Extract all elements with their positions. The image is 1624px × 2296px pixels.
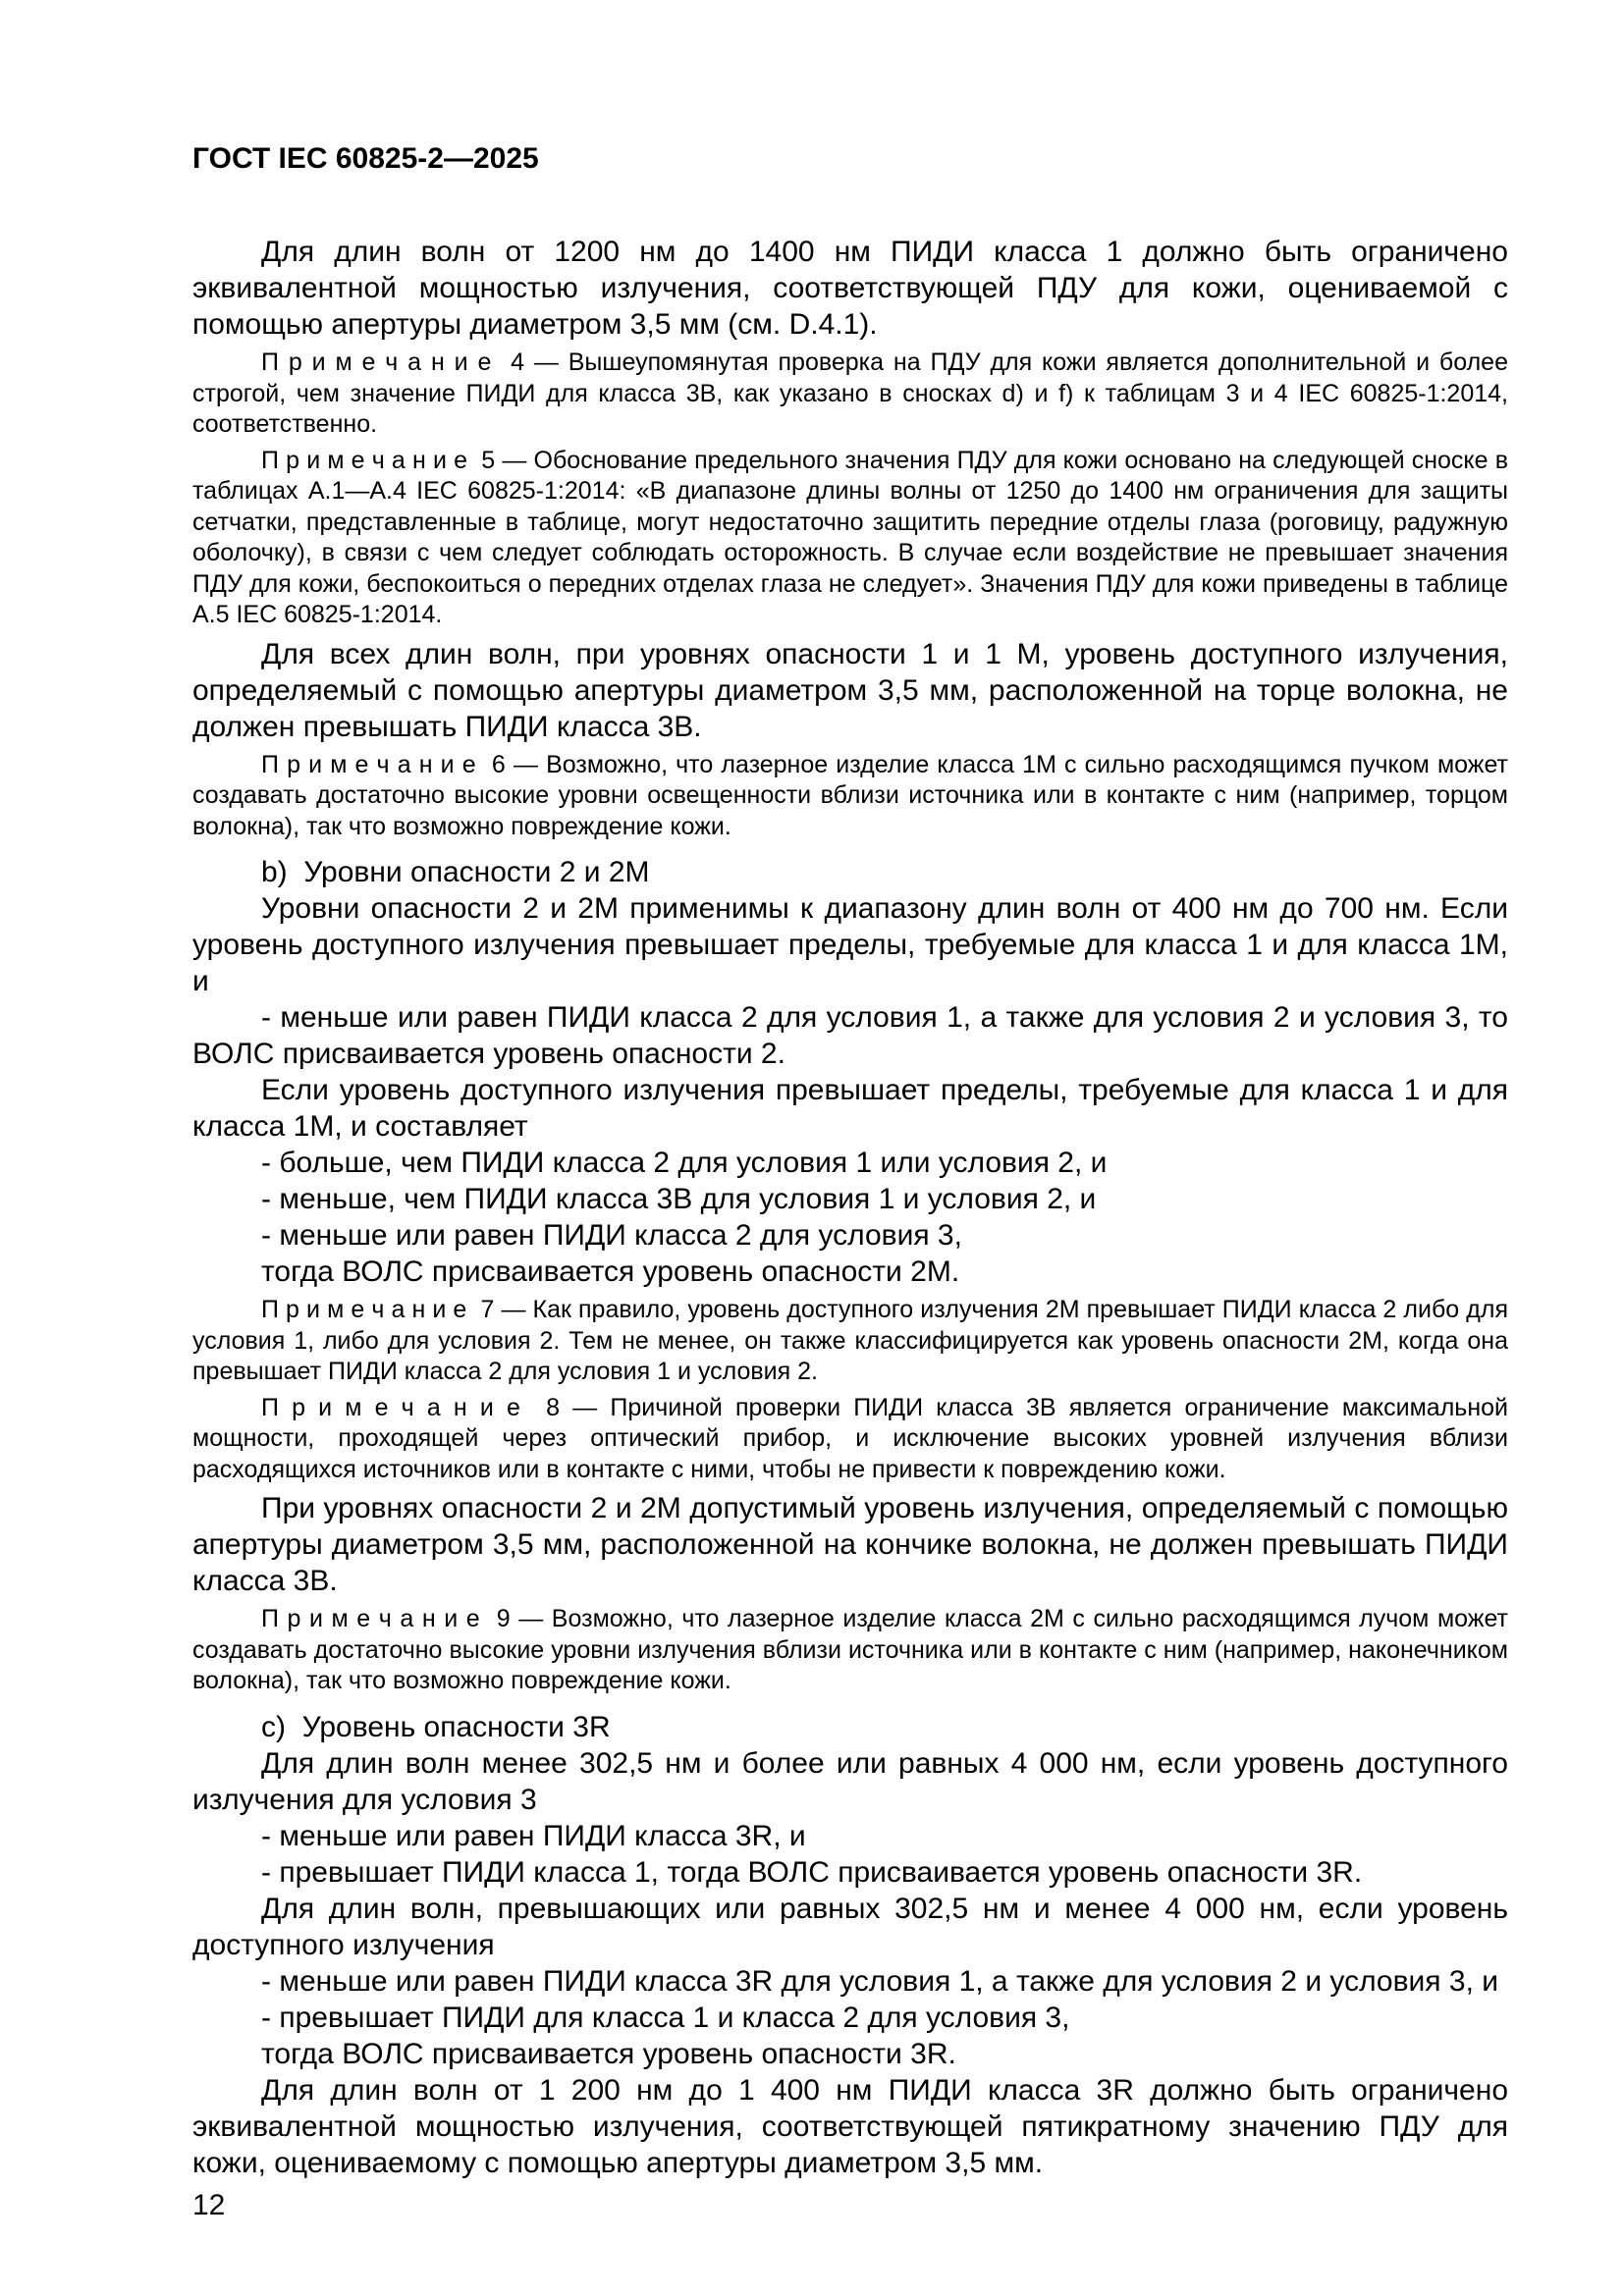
paragraph: - меньше, чем ПИДИ класса 3В для условия 1 и условия 2, и [261, 1183, 1097, 1215]
section-heading: c) Уровень опасности 3R [261, 1710, 611, 1743]
paragraph: Для всех длин волн, при уровнях опасности 1 и 1 М, уровень доступного излучения, определяемый с помощью апертуры диаметром 3,5 мм, расположенной на торце волокна, не должен превышать ПИДИ класса 3В. [192, 637, 1508, 743]
note: П р и м е ч а н и е 5 — Обоснование предельного значения ПДУ для кожи основано на следующей сноске в таблицах А.1—А.4 IEC 60825-1:2014: «В диапазоне длины волны от 1250 до 1400 нм ограничения для защиты сетчатки, представленные в таблице, могут недостаточно защитить передние отделы глаза (роговицу, радужную оболочку), в связи с чем следует соблюдать осторожность. В случае если воздействие не превышает значения ПДУ для кожи, беспокоиться о передних отделах глаза не следует». Значения ПДУ для кожи приведены в таблице А.5 IEC 60825-1:2014. [192, 446, 1508, 628]
paragraph: - меньше или равен ПИДИ класса 3R для условия 1, а также для условия 2 и условия 3, и [261, 1964, 1498, 1998]
paragraph: тогда ВОЛС присваивается уровень опасности 3R. [261, 2037, 956, 2070]
document-header: ГОСТ IEC 60825-2—2025 [192, 142, 539, 175]
paragraph: При уровнях опасности 2 и 2М допустимый уровень излучения, определяемый с помощью апертуры диаметром 3,5 мм, расположенной на кончике волокна, не должен превышать ПИДИ класса 3В. [192, 1492, 1508, 1597]
paragraph: Для длин волн от 1 200 нм до 1 400 нм ПИДИ класса 3R должно быть ограничено эквивалентной мощностью излучения, соответствующей пятикратному значению ПДУ для кожи, оцениваемому с помощью апертуры диаметром 3,5 мм. [192, 2073, 1508, 2179]
section-heading: b) Уровни опасности 2 и 2М [261, 856, 650, 888]
paragraph: Уровни опасности 2 и 2М применимы к диапазону длин волн от 400 нм до 700 нм. Если уровень доступного излучения превышает пределы, требуемые для класса 1 и для класса 1М, и [192, 892, 1508, 997]
page-number: 12 [192, 2188, 226, 2221]
paragraph: тогда ВОЛС присваивается уровень опасности 2М. [261, 1255, 960, 1288]
paragraph: Если уровень доступного излучения превышает пределы, требуемые для класса 1 и для класса 1М, и составляет [192, 1074, 1508, 1143]
document-body [192, 234, 1508, 2181]
paragraph: Для длин волн менее 302,5 нм и более или равных 4 000 нм, если уровень доступного излучения для условия 3 [192, 1746, 1508, 1816]
note: П р и м е ч а н и е 9 — Возможно, что лазерное изделие класса 2М с сильно расходящимся лучом может создавать достаточно высокие уровни излучения вблизи источника или в контакте с ним (например, наконечником волокна), так что возможно повреждение кожи. [192, 1605, 1508, 1694]
paragraph: - превышает ПИДИ класса 1, тогда ВОЛС присваивается уровень опасности 3R. [261, 1855, 1363, 1889]
note: П р и м е ч а н и е 4 — Вышеупомянутая проверка на ПДУ для кожи является дополнительной и более строгой, чем значение ПИДИ для класса 3В, как указано в сносках d) и f) к таблицам 3 и 4 IEC 60825-1:2014, соответственно. [192, 348, 1508, 438]
paragraph: - меньше или равен ПИДИ класса 3R, и [261, 1819, 806, 1852]
paragraph: - больше, чем ПИДИ класса 2 для условия 1 или условия 2, и [261, 1147, 1108, 1179]
note: П р и м е ч а н и е 8 — Причиной проверки ПИДИ класса 3В является ограничение максимальной мощности, проходящей через оптический прибор, и исключение высоких уровней излучения вблизи расходящихся источников или в контакте с ними, чтобы не привести к повреждению кожи. [192, 1393, 1508, 1483]
paragraph: - меньше или равен ПИДИ класса 2 для условия 3, [261, 1219, 962, 1252]
text-block [192, 140, 1508, 2223]
note: П р и м е ч а н и е 7 — Как правило, уровень доступного излучения 2М превышает ПИДИ класса 2 либо для условия 1, либо для условия 2. Тем не менее, он также классифицируется как уровень опасности 2М, когда она превышает ПИДИ класса 2 для условия 1 и условия 2. [192, 1296, 1508, 1385]
paragraph: - меньше или равен ПИДИ класса 2 для условия 1, а также для условия 2 и условия 3, то ВОЛС присваивается уровень опасности 2. [192, 1001, 1508, 1070]
note: П р и м е ч а н и е 6 — Возможно, что лазерное изделие класса 1М с сильно расходящимся пучком может создавать достаточно высокие уровни освещенности вблизи источника или в контакте с ним (например, торцом волокна), так что возможно повреждение кожи. [192, 750, 1508, 840]
paragraph: - превышает ПИДИ для класса 1 и класса 2 для условия 3, [261, 2001, 1070, 2034]
paragraph: Для длин волн, превышающих или равных 302,5 нм и менее 4 000 нм, если уровень доступного излучения [192, 1892, 1508, 1961]
paragraph: Для длин волн от 1200 нм до 1400 нм ПИДИ класса 1 должно быть ограничено эквивалентной мощностью излучения, соответствующей ПДУ для кожи, оцениваемой с помощью апертуры диаметром 3,5 мм (см. D.4.1). [192, 236, 1508, 341]
